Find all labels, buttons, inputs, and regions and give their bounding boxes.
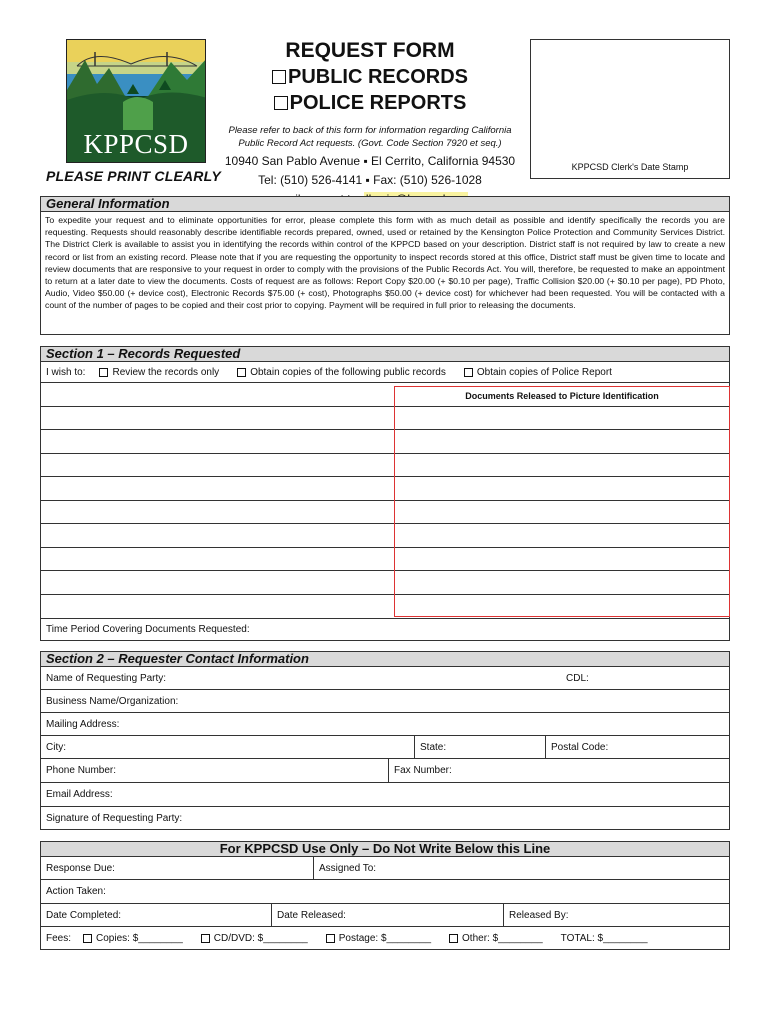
action-row[interactable] [40, 880, 730, 904]
cdl-field[interactable]: CDL: [566, 672, 589, 684]
police-reports-label: POLICE REPORTS [289, 92, 467, 114]
signature-row[interactable] [40, 807, 730, 830]
postage-label: Postage: $________ [338, 932, 432, 944]
response-row[interactable] [40, 857, 730, 880]
form-title: REQUEST FORM [285, 39, 455, 62]
total-fee[interactable]: TOTAL: $________ [560, 932, 648, 944]
obtain-copies-checkbox[interactable] [237, 368, 246, 377]
released-by-field[interactable]: Released By: [503, 904, 729, 926]
clerk-date-stamp-box [530, 39, 730, 179]
mailing-field[interactable]: Mailing Address: [46, 718, 120, 730]
clerk-date-stamp-label: KPPCSD Clerk's Date Stamp [571, 162, 689, 172]
cd-dvd-fee[interactable] [201, 933, 308, 944]
email-row[interactable] [40, 783, 730, 807]
business-field[interactable]: Business Name/Organization: [46, 695, 179, 707]
phone-row[interactable] [40, 759, 730, 783]
wish-to-label: I wish to: [46, 366, 86, 378]
action-taken-field[interactable]: Action Taken: [46, 886, 106, 897]
section1-header: Section 1 – Records Requested [40, 346, 730, 362]
section2-header: Section 2 – Requester Contact Information [40, 651, 730, 667]
fees-label: Fees: [46, 932, 72, 944]
email-field[interactable]: Email Address: [46, 789, 113, 800]
public-records-label: PUBLIC RECORDS [287, 66, 468, 88]
other-checkbox[interactable] [449, 934, 458, 943]
name-row[interactable] [40, 667, 730, 690]
name-field[interactable]: Name of Requesting Party: [46, 672, 167, 684]
refer-note: Please refer to back of this form for information regarding California Public Record Act requests. (Govt. Code Section 7920 et seq.) [228, 125, 512, 149]
business-row[interactable] [40, 690, 730, 713]
date-released-field[interactable]: Date Released: [271, 904, 503, 926]
obtain-copies-label: Obtain copies of the following public records [250, 366, 446, 378]
assigned-to-field[interactable]: Assigned To: [313, 857, 729, 879]
cd-dvd-checkbox[interactable] [201, 934, 210, 943]
phone-field[interactable]: Phone Number: [46, 765, 117, 776]
copies-label: Copies: $________ [96, 932, 183, 944]
review-records-option[interactable] [99, 367, 219, 378]
print-clearly-note: PLEASE PRINT CLEARLY [46, 168, 221, 184]
picture-id-label: Documents Released to Picture Identification [465, 391, 659, 401]
fax-field[interactable]: Fax Number: [388, 759, 729, 782]
mailing-row[interactable] [40, 713, 730, 736]
office-use-header: For KPPCSD Use Only – Do Not Write Below this Line [40, 841, 730, 857]
obtain-copies-option[interactable] [237, 367, 446, 378]
police-reports-option[interactable] [220, 90, 520, 116]
other-fee[interactable] [449, 933, 543, 944]
response-due-field[interactable]: Response Due: [46, 862, 115, 874]
signature-field[interactable]: Signature of Requesting Party: [46, 812, 183, 824]
city-row[interactable] [40, 736, 730, 759]
time-period-label: Time Period Covering Documents Requested: [46, 624, 250, 635]
kppcsd-logo [66, 39, 206, 163]
general-info-text: To expedite your request and to eliminate opportunities for error, please complete this form with as much detail as possible and identify specifically the records you are requesting. Requests should reasonably describe identifiable records prepared, owned, used or retained by the Kensington Police Protection and Community Services District. The District Clerk is available to assist you in identifying the records within control of the KPPCD based on your description. District staff is not required by law to create a new record or list from an existing record. Please note that if you are requesting the opportunity to inspect records stored at this office, District staff must be given time to locate and review documents that are responsive to your request in order to comply with the provisions of the Public Records Act. You will, therefore, be requested to make an appointment to return at a later date to view the documents. Costs of request are as follows: Report Copy $20.00 (+ $0.10 per page), Traffic Collision $20.00 (+ $0.10 per page), PD Photo, Audio, Video $50.00 (+ device cost), Electronic Records $75.00 (+ cost), Photographs $50.00 (+ device cost) for whichever had been requested. You will be contacted with a count of the number of pages to be copied and their cost prior to copying. Payment will be required in full prior to releasing the documents. [40, 212, 730, 335]
postage-checkbox[interactable] [326, 934, 335, 943]
form-header [220, 38, 520, 207]
logo-text: KPPCSD [83, 129, 189, 159]
fees-row[interactable] [40, 927, 730, 950]
review-records-checkbox[interactable] [99, 368, 108, 377]
copies-fee[interactable] [83, 933, 183, 944]
wish-to-row [40, 362, 730, 383]
public-records-checkbox[interactable] [272, 70, 286, 84]
dates-row[interactable] [40, 904, 730, 927]
police-report-checkbox[interactable] [464, 368, 473, 377]
copies-checkbox[interactable] [83, 934, 92, 943]
police-reports-checkbox[interactable] [274, 96, 288, 110]
address: 10940 San Pablo Avenue ▪ El Cerrito, California 94530 [224, 154, 516, 168]
phone-fax: Tel: (510) 526-4141 ▪ Fax: (510) 526-1028 [258, 173, 482, 187]
picture-id-box [394, 386, 730, 617]
city-field[interactable]: City: [46, 741, 66, 753]
police-report-label: Obtain copies of Police Report [476, 366, 612, 378]
review-records-label: Review the records only [112, 366, 220, 378]
state-field[interactable]: State: [414, 736, 545, 758]
postage-fee[interactable] [326, 933, 431, 944]
date-completed-field[interactable]: Date Completed: [46, 909, 122, 921]
general-info-header: General Information [40, 196, 730, 212]
public-records-option[interactable] [220, 64, 520, 90]
cd-dvd-label: CD/DVD: $________ [213, 932, 308, 944]
postal-field[interactable]: Postal Code: [545, 736, 729, 758]
other-label: Other: $________ [462, 932, 543, 944]
police-report-option[interactable] [464, 367, 612, 378]
time-period-row[interactable] [40, 619, 730, 641]
